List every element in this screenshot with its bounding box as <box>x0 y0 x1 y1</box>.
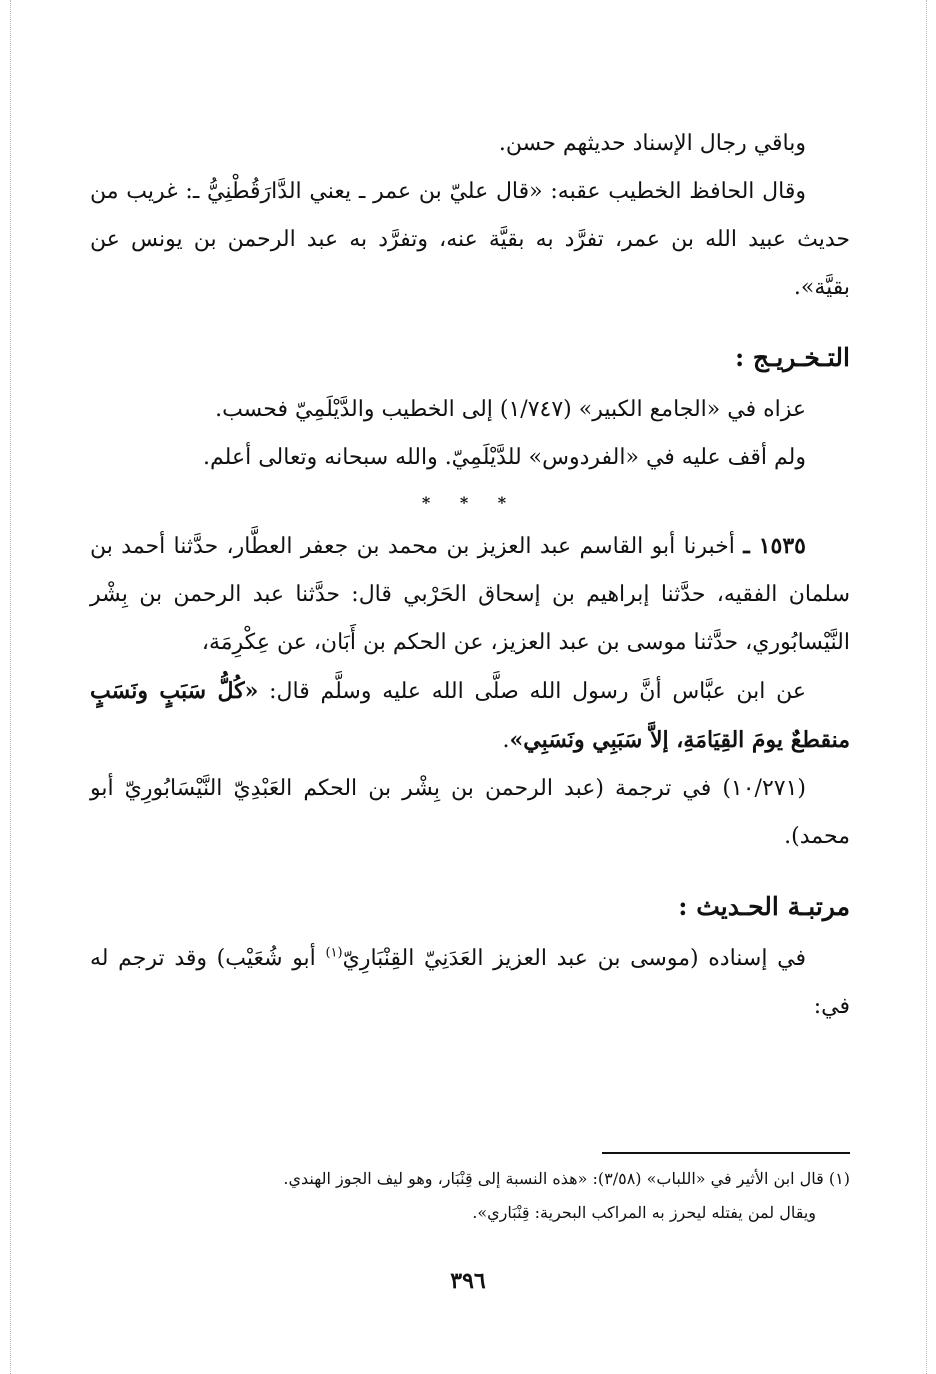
scan-edge-right <box>926 0 927 1374</box>
footnote-line-2: ويقال لمن يفتله ليحرز به المراكب البحرية: قِنْبَاري». <box>472 1203 816 1222</box>
paragraph-6 <box>90 667 850 765</box>
paragraph-2: وقال الحافظ الخطيب عقبه: «قال عليّ بن عمر ـ يعني الدَّارَقُطْنِيُّ ـ: غريب من حديث عبيد الله بن عمر، تفرَّد به بقيَّة عنه، وتفرَّد به عبد الرحمن بن يونس عن بقيَّة». <box>90 179 850 300</box>
footnote-text-1: قال ابن الأثير في «اللباب» (٣/٥٨): «هذه النسبة إلى قِنْبَار، وهو ليف الجوز الهندي. <box>283 1169 829 1188</box>
matn-end: . <box>502 728 510 753</box>
footnote-reference: (١) <box>325 945 343 961</box>
heading-takhrij: التـخـريـج : <box>734 343 850 372</box>
hadith-number: ١٥٣٥ ـ <box>743 533 806 559</box>
paragraph-8 <box>90 935 850 1031</box>
paragraph-8-end: أبو شُعَيْب) وقد ترجم له في: <box>90 946 850 1019</box>
paragraph-1: وباقي رجال الإسناد حديثهم حسن. <box>498 131 806 156</box>
page-body <box>90 120 850 1031</box>
paragraph-7: (١٠/٢٧١) في ترجمة (عبد الرحمن بن بِشْر بن الحكم العَبْدِيّ النَّيْسَابُورِيّ أبو محمد). <box>90 776 850 849</box>
footnote-divider <box>602 1152 850 1154</box>
paragraph-3: عزاه في «الجامع الكبير» (١/٧٤٧) إلى الخطيب والدَّيْلَمِيّ فحسب. <box>215 397 806 422</box>
footnote <box>90 1162 850 1230</box>
isnad-text: أخبرنا أبو القاسم عبد العزيز بن محمد بن جعفر العطَّار، حدَّثنا أحمد بن سلمان الفقيه، حدَّثنا إبراهيم بن إسحاق الحَرْبي قال: حدَّثنا عبد الرحمن بن بِشْر النَّيْسابُوري، حدَّثنا موسى بن عبد العزيز، عن الحكم بن أَبَان، عن عِكْرِمَة، <box>90 534 850 655</box>
paragraph-8-start: في إسناده (موسى بن عبد العزيز العَدَنِيّ القِنْبَارِيّ <box>342 946 806 971</box>
section-separator: * * * <box>421 493 519 512</box>
heading-martaba: مرتبـة الحـديث : <box>678 892 850 921</box>
page-number: ٣٩٦ <box>450 1268 486 1294</box>
hadith-text: «كُلُّ سَبَبٍ ونَسَبٍ منقطعٌ يومَ القِيَامَةِ، إلاَّ سَبَبِي ونَسَبِي» <box>90 678 850 753</box>
footnote-line-1 <box>90 1162 850 1196</box>
paragraph-4: ولم أقف عليه في «الفردوس» للدَّيْلَمِيّ. والله سبحانه وتعالى أعلم. <box>203 445 806 470</box>
paragraph-5 <box>90 522 850 667</box>
footnote-marker: (١) <box>828 1169 850 1188</box>
matn-lead: عن ابن عبَّاس أنَّ رسول الله صلَّى الله عليه وسلَّم قال: <box>269 679 806 704</box>
scan-edge-left <box>10 0 11 1374</box>
